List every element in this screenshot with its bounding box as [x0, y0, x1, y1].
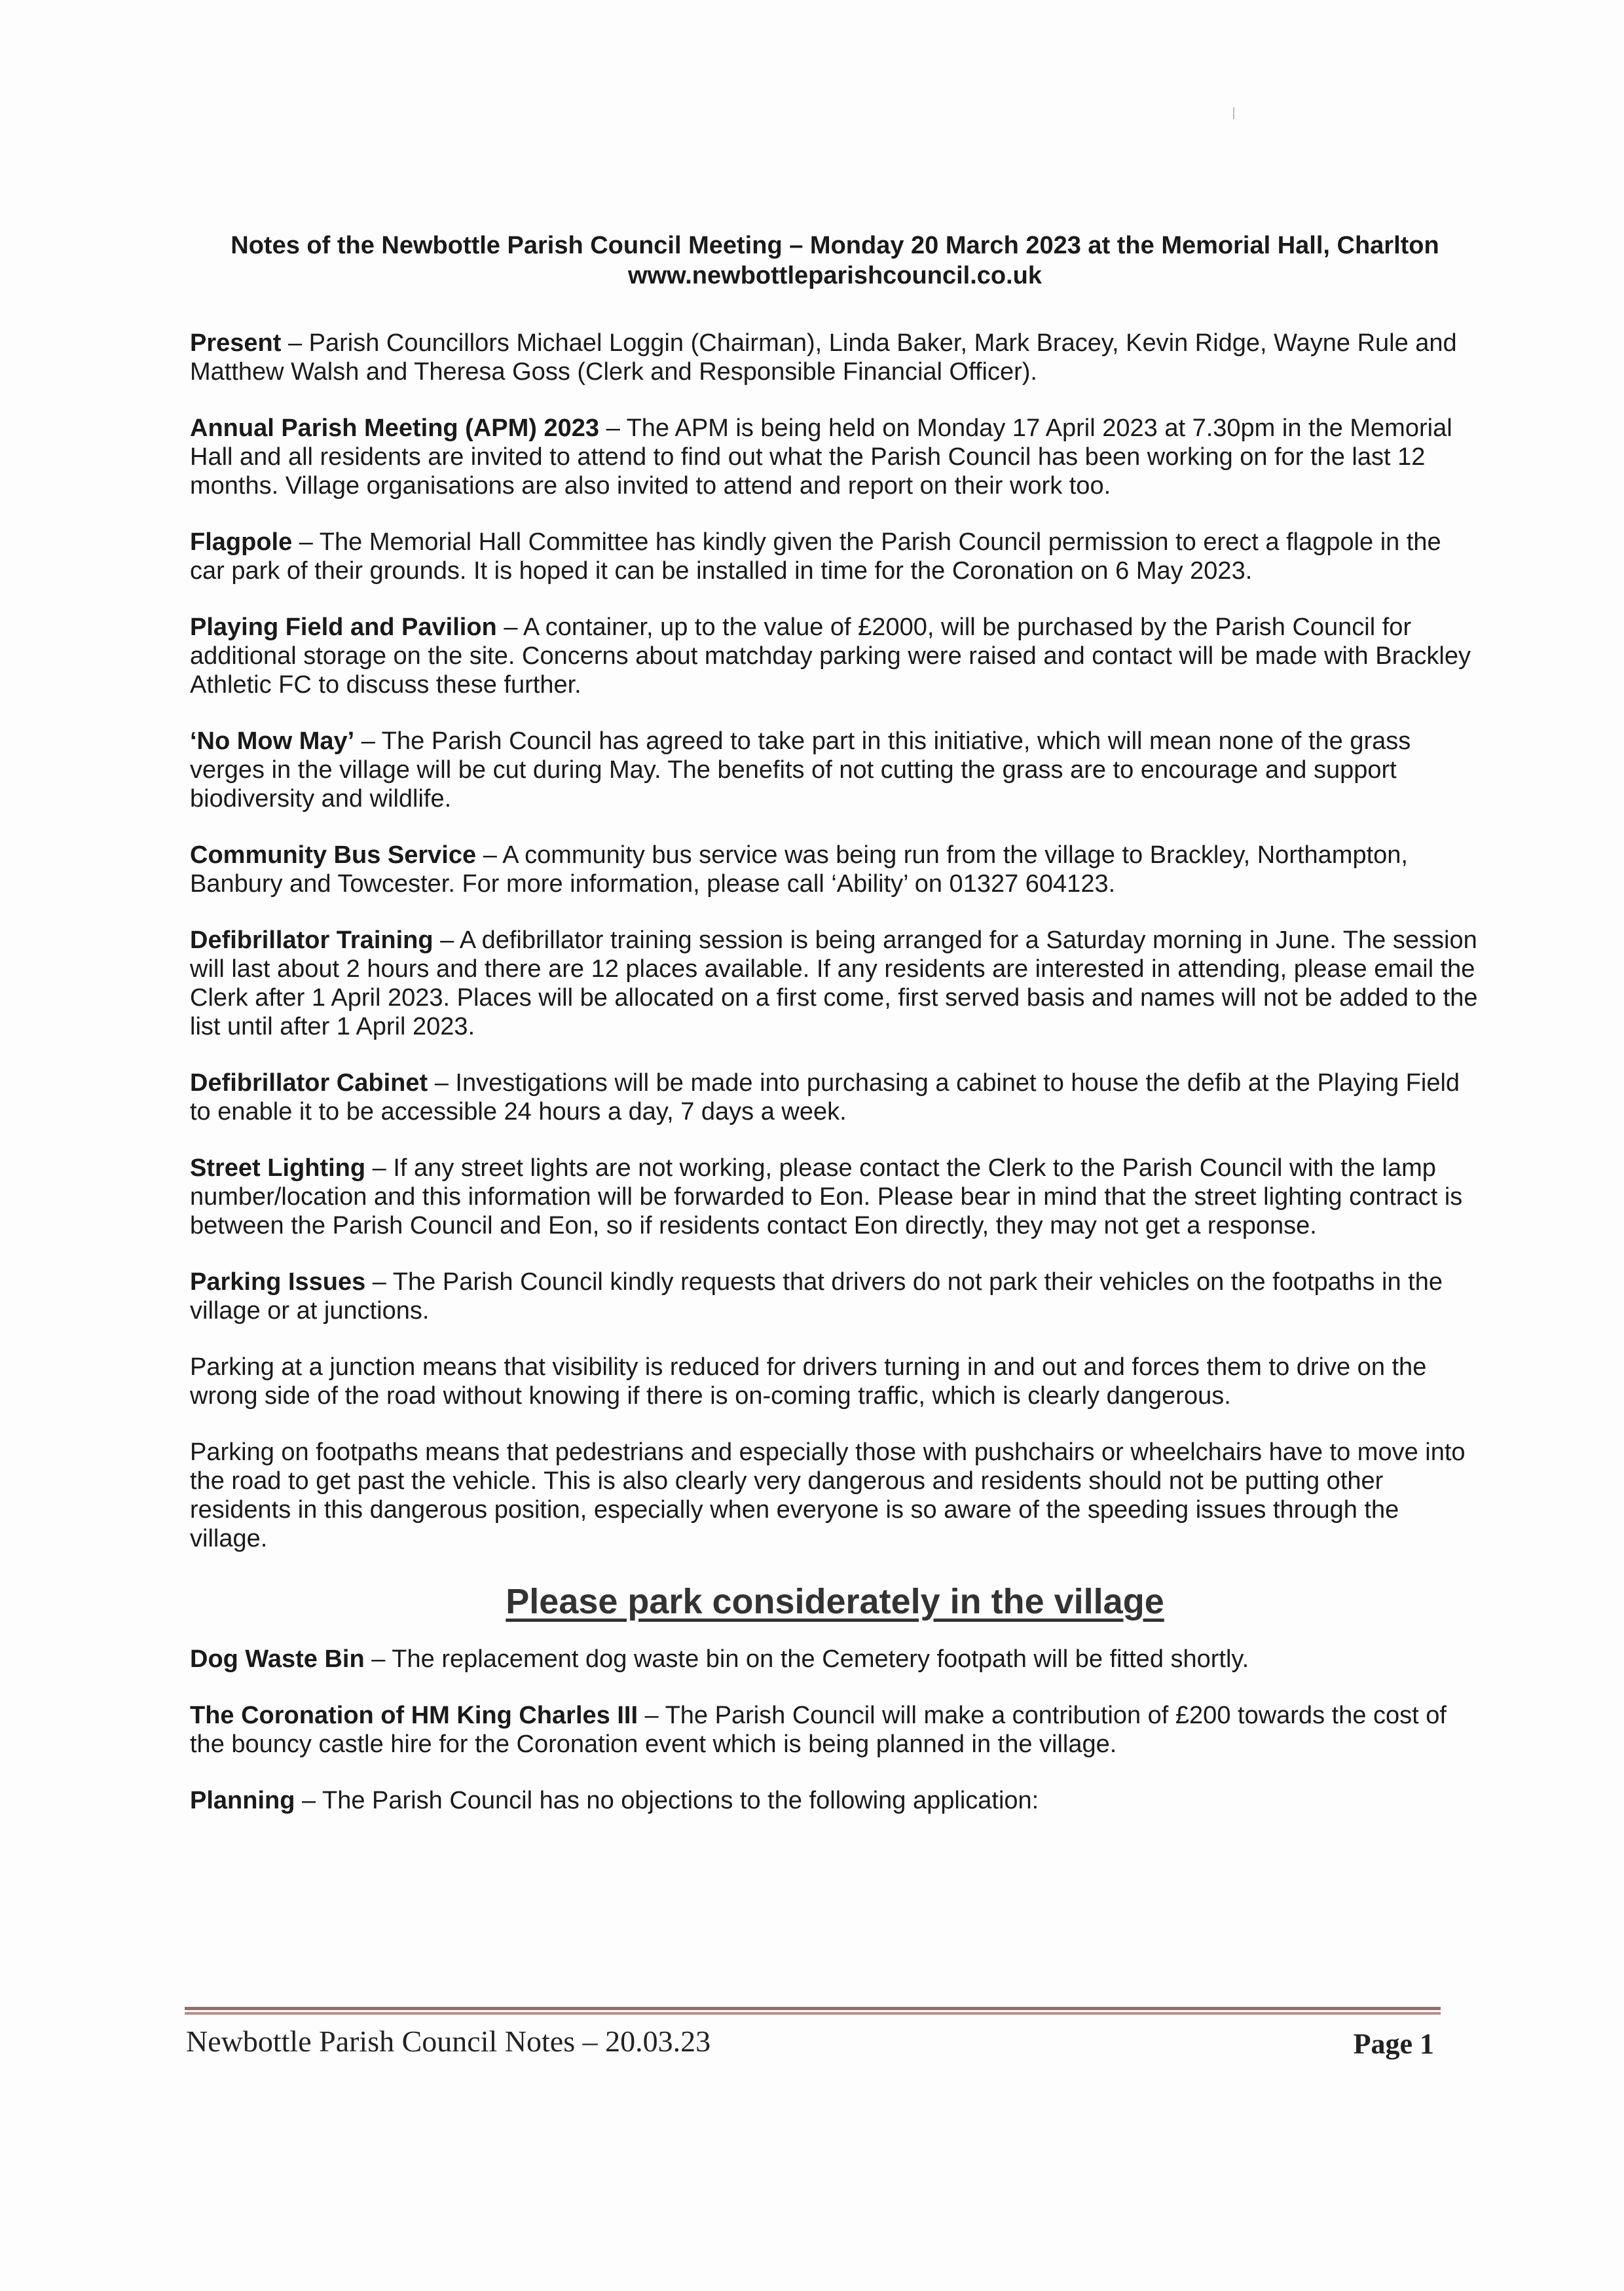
section-text: – If any street lights are not working, please contact the Clerk to the Parish Council with the lamp number/location and this information will be forwarded to Eon. Please bear in mind that the street lighting contract is between the Parish Council and Eon, so if residents contact Eon directly, they may not get a response. [190, 1154, 1463, 1239]
section-heading: Present [190, 329, 282, 357]
scan-mark [1233, 107, 1234, 119]
section-text: – A defibrillator training session is being arranged for a Saturday morning in June. The session will last about 2 hours and there are 12 places available. If any residents are interested in attending, please email the Clerk after 1 April 2023. Places will be allocated on a first come, first served basis and names will not be added to the list until after 1 April 2023. [190, 926, 1478, 1040]
section-parking-issues [190, 1268, 1480, 1325]
section-text: – Investigations will be made into purchasing a cabinet to house the defib at the Playing Field to enable it to be accessible 24 hours a day, 7 days a week. [190, 1069, 1460, 1126]
section-text: – The Parish Council has agreed to take part in this initiative, which will mean none of the grass verges in the village will be cut during May. The benefits of not cutting the grass are to encourage and support biodiversity and wildlife. [190, 727, 1411, 813]
section-heading: The Coronation of HM King Charles III [190, 1702, 638, 1729]
section-heading: Defibrillator Cabinet [190, 1069, 428, 1097]
section-defib-training [190, 926, 1480, 1041]
section-coronation [190, 1701, 1480, 1759]
parking-footpath-paragraph [190, 1438, 1480, 1553]
section-text: – The APM is being held on Monday 17 April 2023 at 7.30pm in the Memorial Hall and all residents are invited to attend to find out what the Parish Council has been working on for the last 12 months. Village organisations are also invited to attend and report on their work too. [190, 414, 1452, 500]
section-playing-field [190, 613, 1480, 699]
section-text: – The Memorial Hall Committee has kindly given the Parish Council permission to erect a flagpole in the car park of their grounds. It is hoped it can be installed in time for the Coronation on 6 May 2023. [190, 528, 1441, 585]
section-heading: Community Bus Service [190, 841, 477, 869]
section-heading: Flagpole [190, 528, 293, 556]
section-text: – A community bus service was being run from the village to Brackley, Northampton, Banbury and Towcester. For more information, please call ‘Ability’ on 01327 604123. [190, 841, 1408, 898]
section-street-lighting [190, 1154, 1480, 1240]
section-heading: Defibrillator Training [190, 926, 434, 954]
footer-divider [185, 2007, 1441, 2016]
section-no-mow-may [190, 727, 1480, 813]
section-text: – A container, up to the value of £2000, will be purchased by the Parish Council for additional storage on the site. Concerns about matchday parking were raised and contact will be made with Brackley Athletic FC to discuss these further. [190, 614, 1471, 699]
parking-junction-paragraph [190, 1353, 1480, 1410]
website-link[interactable]: www.newbottleparishcouncil.co.uk [627, 262, 1042, 289]
section-text: – The replacement dog waste bin on the Cemetery footpath will be fitted shortly. [364, 1645, 1249, 1673]
section-heading: Dog Waste Bin [190, 1645, 365, 1673]
section-heading: ‘No Mow May’ [190, 727, 355, 755]
title-line: Notes of the Newbottle Parish Council Meeting – Monday 20 March 2023 at the Memorial Hall, Charlton [231, 232, 1439, 259]
section-text: – The Parish Council has no objections to the following application: [295, 1787, 1039, 1814]
footer-divider-line [185, 2007, 1441, 2010]
section-present [190, 329, 1480, 386]
section-planning [190, 1786, 1480, 1815]
document-body [190, 230, 1480, 1842]
section-heading: Planning [190, 1787, 295, 1814]
section-text: – The Parish Council kindly requests that drivers do not park their vehicles on the footpaths in the village or at junctions. [190, 1268, 1443, 1325]
section-text: Parking at a junction means that visibility is reduced for drivers turning in and out and forces them to drive on the wrong side of the road without knowing if there is on-coming traffic, which is clearly dangerous. [190, 1353, 1427, 1410]
section-apm [190, 414, 1480, 500]
section-heading: Playing Field and Pavilion [190, 614, 497, 641]
page-number: Page 1 [1353, 2028, 1434, 2060]
footer-divider-line [185, 2012, 1441, 2015]
footer-title: Newbottle Parish Council Notes – 20.03.23 [186, 2025, 711, 2058]
section-heading: Street Lighting [190, 1154, 366, 1182]
section-community-bus [190, 841, 1480, 898]
section-text: – Parish Councillors Michael Loggin (Chairman), Linda Baker, Mark Bracey, Kevin Ridge, Wayne Rule and Matthew Walsh and Theresa Goss (Clerk and Responsible Financial Officer). [190, 329, 1457, 386]
parking-banner: Please park considerately in the village [506, 1582, 1164, 1621]
section-text: Parking on footpaths means that pedestrians and especially those with pushchairs or wheelchairs have to move into the road to get past the vehicle. This is also clearly very dangerous and residents should not be putting other residents in this dangerous position, especially when everyone is so aware of the speeding issues through the village. [190, 1439, 1466, 1552]
page-title [190, 230, 1480, 291]
section-defib-cabinet [190, 1069, 1480, 1126]
section-dog-waste-bin [190, 1645, 1480, 1674]
section-flagpole [190, 528, 1480, 585]
section-text: – The Parish Council will make a contribution of £200 towards the cost of the bouncy castle hire for the Coronation event which is being planned in the village. [190, 1702, 1447, 1758]
section-heading: Annual Parish Meeting (APM) 2023 [190, 414, 600, 442]
section-heading: Parking Issues [190, 1268, 366, 1296]
